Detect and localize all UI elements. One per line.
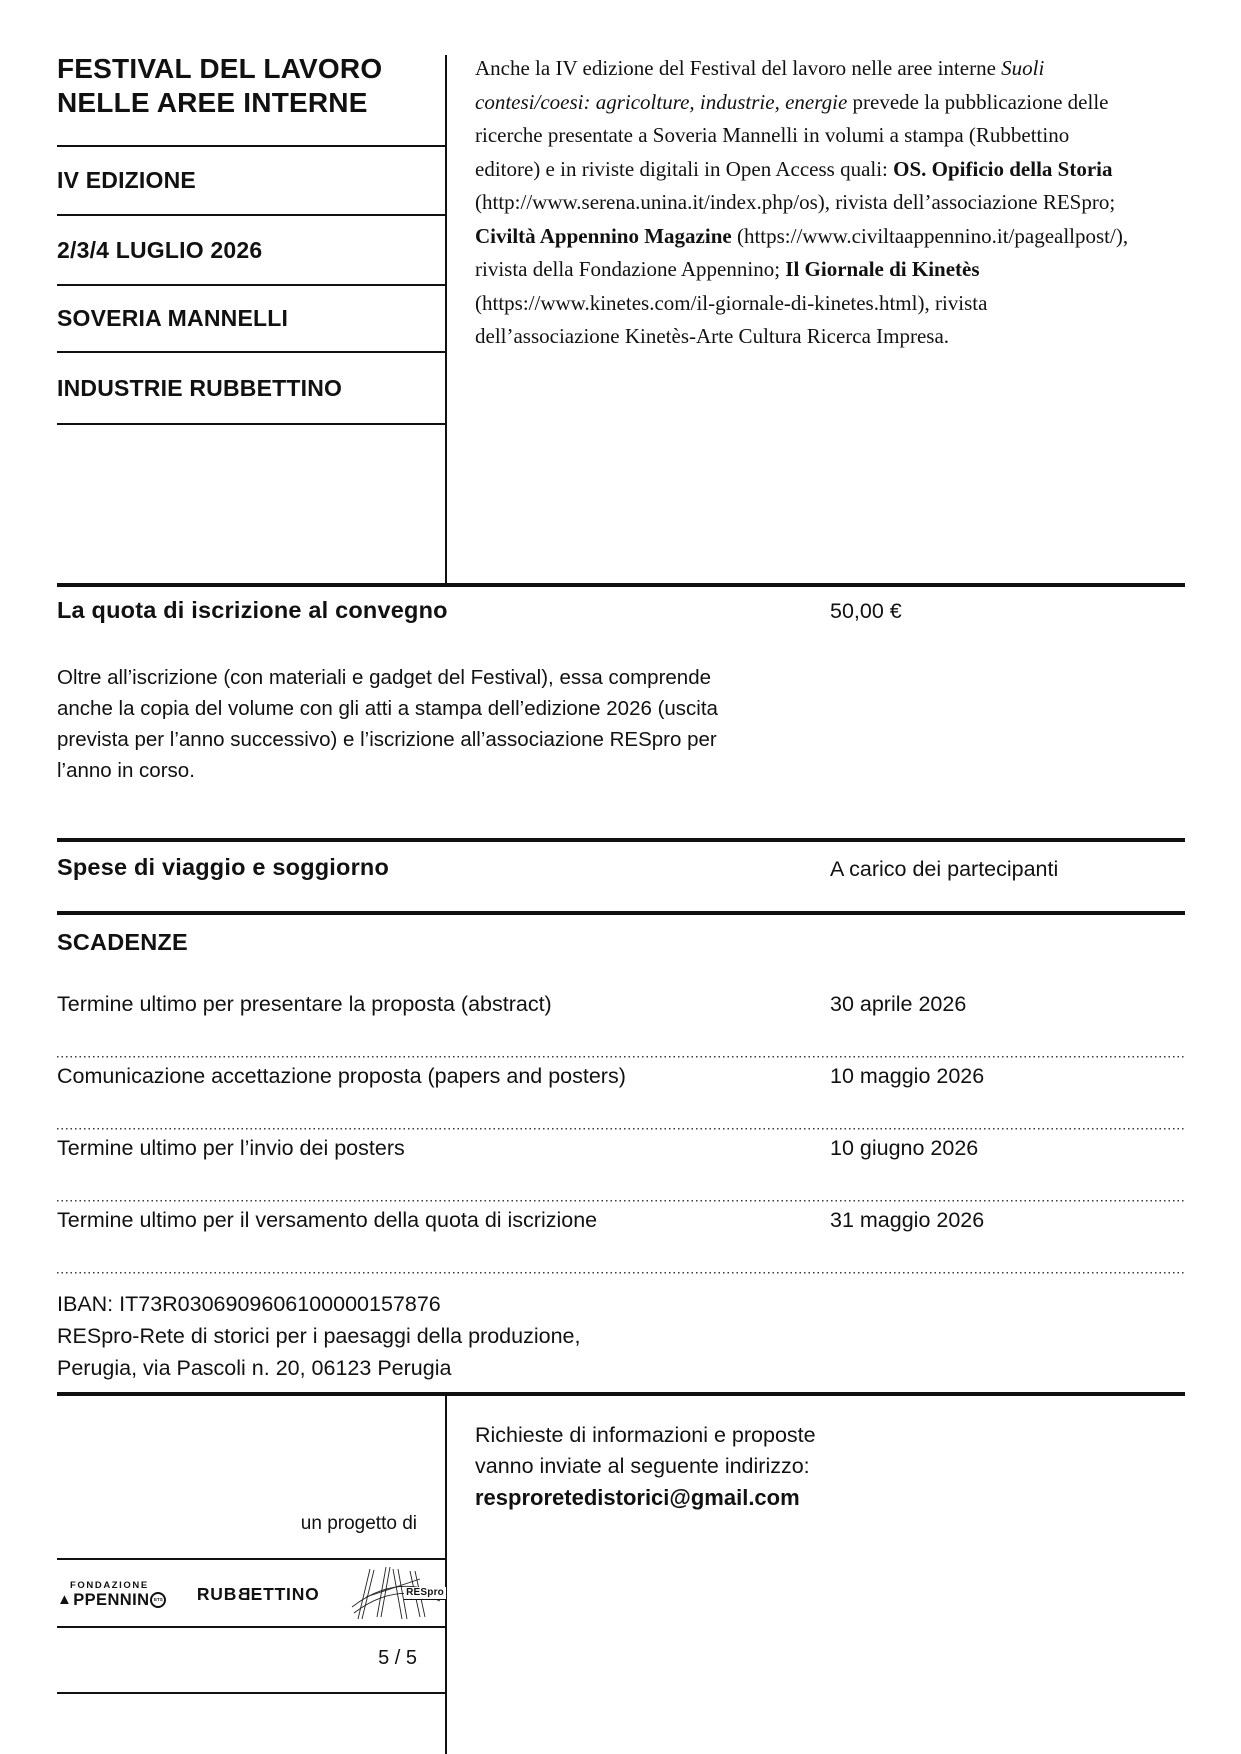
partner-logos [57,1566,446,1622]
deadline-row-date: 10 maggio 2026 [830,1064,985,1088]
festival-title [57,48,446,147]
fondazione-appennino-wordmark-bottom [57,1591,166,1609]
dotted-separator-1 [57,1056,1185,1058]
fondazione-appennino-logo [57,1580,166,1609]
page-number: 5 / 5 [378,1647,417,1669]
dotted-separator-4 [57,1272,1185,1274]
rubbettino-reversed-b: B [237,1583,251,1604]
deadline-row-label: Termine ultimo per presentare la proposta (abstract) [57,992,552,1016]
contact-line1: Richieste di informazioni e proposte [475,1423,816,1447]
deadline-row-date: 10 giugno 2026 [830,1136,979,1160]
section-rule-1 [57,583,1185,587]
header-vertical-divider [445,55,447,583]
contact-line2: vanno inviate al seguente indirizzo: [475,1454,810,1478]
fee-heading: La quota di iscrizione al convegno [57,597,448,623]
footer-line-1 [57,1558,447,1560]
fee-description: Oltre all’iscrizione (con materiali e gadget del Festival), essa comprende anche la copia del volume con gli atti a stampa dell’edizione 2026 (uscita prevista per l’anno successivo) e l’iscrizione all’associazione RESpro per l’anno in corso. [57,666,718,782]
rubbettino-wordmark-part1: RUB [196,1583,238,1604]
deadline-row-label: Comunicazione accettazione proposta (papers and posters) [57,1064,626,1088]
address-line: Perugia, via Pascoli n. 20, 06123 Perugia [57,1356,452,1380]
header-item-venue: INDUSTRIE RUBBETTINO [57,353,446,425]
section-rule-2 [57,838,1185,842]
triangle-icon: ▲ [57,1591,73,1608]
intro-paragraph: Anche la IV edizione del Festival del lavoro nelle aree interne Suoli contesi/coesi: agricolture, industrie, energie prevede la pubblicazione delle ricerche presentate a Soveria Mannelli in volumi a stampa (Rubbettino editore) e in riviste digitali in Open Access quali: OS. Opificio della Storia (http://www.serena.unina.it/index.php/os), rivista dell’associazione RESpro; Civiltà Appennino Magazine (https://www.civiltaappennino.it/pageallpost/), rivista della Fondazione Appennino; Il Giornale di Kinetès (https://www.kinetes.com/il-giornale-di-kinetes.html), rivista dell’associazione Kinetès-Arte Cultura Ricerca Impresa. [475,56,1129,348]
header-item-edition: IV EDIZIONE [57,147,446,216]
travel-heading: Spese di viaggio e soggiorno [57,854,390,880]
dotted-separator-3 [57,1200,1185,1202]
rubbettino-wordmark-part2: ETTINO [250,1583,320,1604]
footer-rule [57,1392,1185,1396]
fondazione-appennino-wordmark-top: FONDAZIONE [70,1579,149,1591]
rubbettino-logo [197,1584,320,1605]
fee-value: 50,00 € [830,599,902,623]
deadline-row-date: 30 aprile 2026 [830,992,967,1016]
header-item-dates: 2/3/4 LUGLIO 2026 [57,216,446,286]
organization-line: RESpro-Rete di storici per i paesaggi della produzione, [57,1324,581,1348]
deadline-row-label: Termine ultimo per il versamento della quota di iscrizione [57,1208,598,1232]
deadlines-heading: SCADENZE [57,929,188,955]
ets-label: ETS [154,1596,163,1602]
payment-block [57,1288,580,1384]
respro-logo [350,1567,446,1621]
festival-title-line2: NELLE AREE INTERNE [57,87,368,118]
section-rule-3 [57,911,1185,915]
footer-line-3 [57,1692,447,1694]
footer-line-2 [57,1626,447,1628]
contact-block [475,1420,816,1513]
contact-email: resproretedistorici@gmail.com [475,1485,800,1510]
deadline-row-label: Termine ultimo per l’invio dei posters [57,1136,405,1160]
festival-title-line1: FESTIVAL DEL LAVORO [57,53,383,84]
dotted-separator-2 [57,1128,1185,1130]
travel-value: A carico dei partecipanti [830,857,1059,881]
respro-label: RESpro [406,1587,444,1598]
iban-line: IBAN: IT73R0306909606100000157876 [57,1292,441,1316]
fondazione-appennino-wordmark-letters: PPENNIN [73,1590,150,1609]
deadline-row-date: 31 maggio 2026 [830,1208,985,1232]
header-item-location: SOVERIA MANNELLI [57,286,446,353]
header-block [57,48,446,425]
ets-circle-icon [150,1592,166,1608]
project-label: un progetto di [300,1513,417,1534]
